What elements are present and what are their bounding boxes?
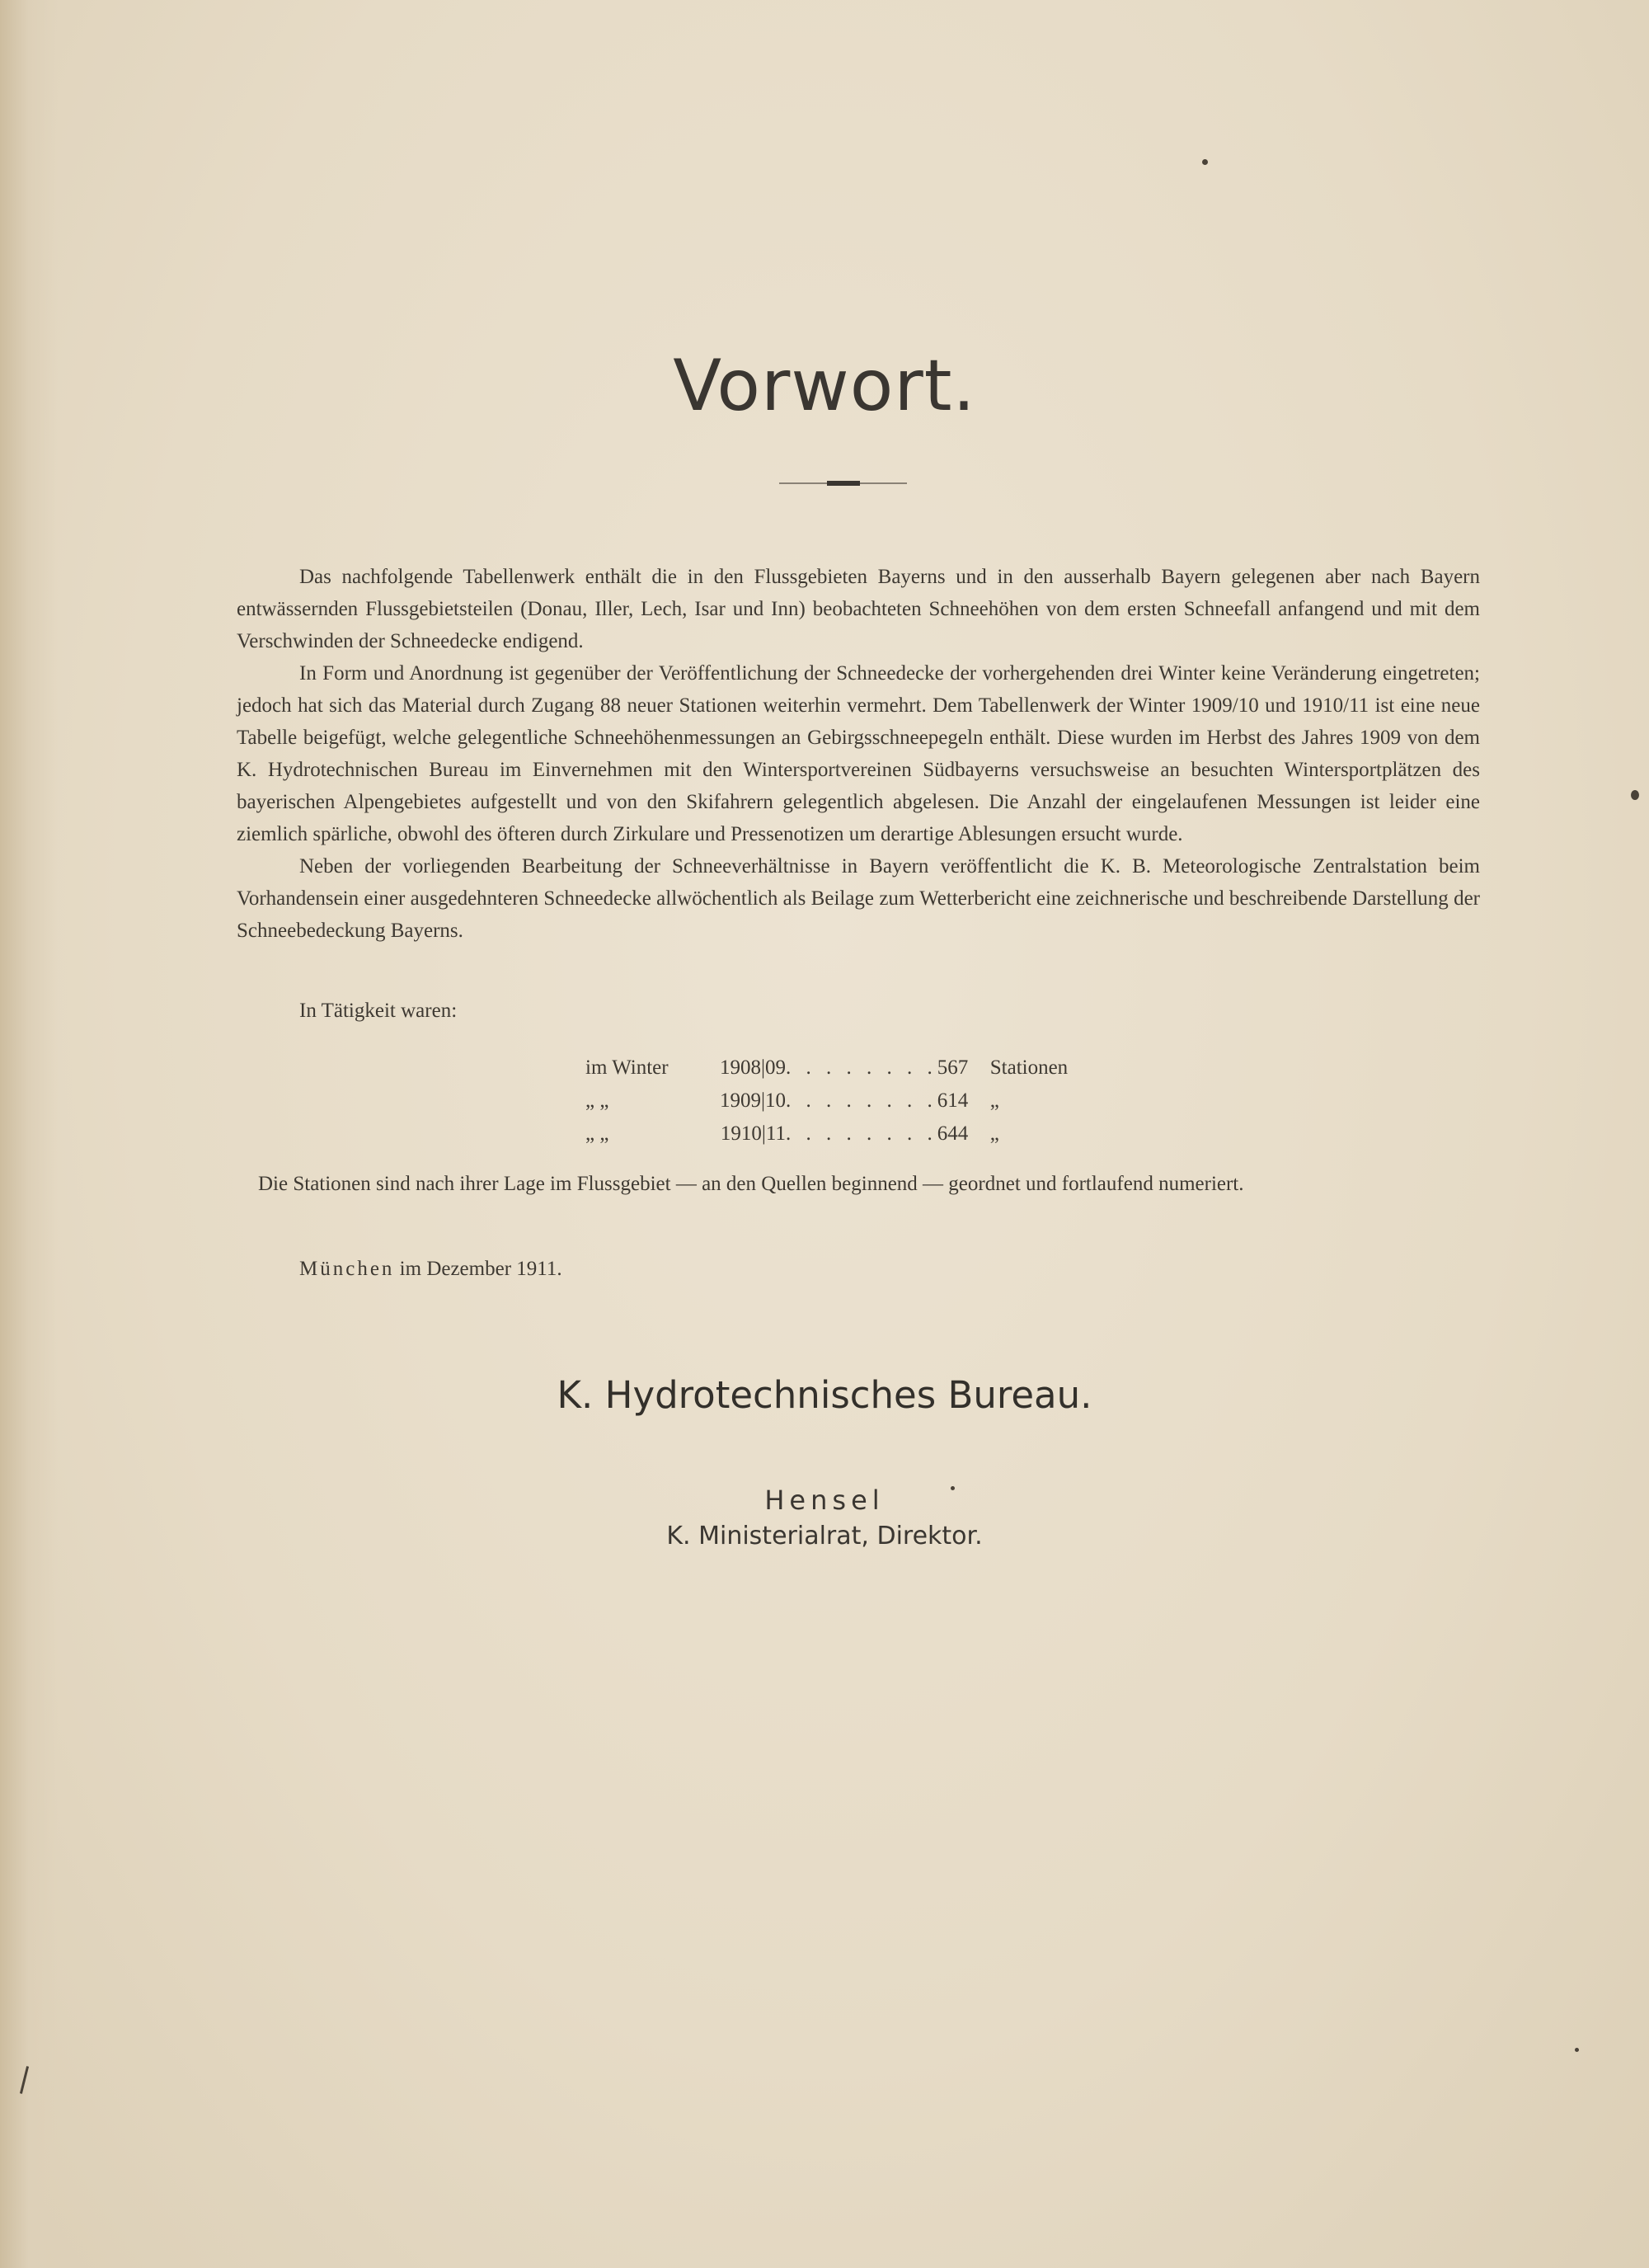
paper-speck [1575, 2048, 1579, 2052]
paragraph-1: Das nachfolgende Tabellenwerk enthält die in den Flussgebieten Bayerns und in den ausserhalb Bayern gelegenen aber nach Bayern entwässernden Flussgebietsteilen (Donau, Iller, Lech, Isar und Inn) beobachteten Schneehöhen von dem ersten Schneefall anfangend und mit dem Verschwinden der Schneedecke endigend. [237, 566, 1480, 652]
title-rule-ornament [827, 481, 860, 486]
row-unit: Stationen [989, 1056, 1069, 1079]
signer-title: K. Ministerialrat, Direktor. [666, 1522, 983, 1550]
stations-row [585, 1085, 1068, 1118]
institution-name: K. Hydrotechnisches Bureau. [557, 1373, 1092, 1417]
row-label: „ „ [585, 1122, 609, 1145]
paper-speck [1202, 159, 1208, 165]
signer-name: Hensel [764, 1485, 885, 1516]
stations-row [585, 1052, 1068, 1085]
row-count: 644 [937, 1122, 969, 1145]
place-date-line [299, 1258, 562, 1281]
row-leader: . . . . . . . . [786, 1089, 937, 1112]
row-label: „ „ [585, 1089, 609, 1112]
row-count: 567 [937, 1056, 969, 1079]
row-unit: „ [989, 1122, 999, 1145]
page-title: Vorwort. [673, 345, 976, 427]
row-year: 1909|10 [719, 1089, 786, 1112]
stations-table [585, 1052, 1068, 1150]
ordering-note: Die Stationen sind nach ihrer Lage im Flussgebiet — an den Quellen beginnend — geordnet und fortlaufend numeriert. [258, 1173, 1244, 1195]
paper-speck [1631, 790, 1639, 800]
preface-body [237, 561, 1480, 947]
paragraph-3: Neben der vorliegenden Bearbeitung der Schneeverhältnisse in Bayern veröffentlicht die K. B. Meteorologische Zentralstation beim Vorhandensein einer ausgedehnteren Schneedecke allwöchentlich als Beilage zum Wetterbericht eine zeichnerische und beschreibende Darstellung der Schneebedeckung Bayerns. [237, 855, 1480, 942]
row-year: 1908|09 [719, 1056, 786, 1079]
row-unit: „ [989, 1089, 999, 1112]
row-year: 1910|11 [720, 1122, 786, 1145]
paper-speck [951, 1486, 955, 1490]
paragraph-2: In Form und Anordnung ist gegenüber der Veröffentlichung der Schneedecke der vorhergehenden drei Winter keine Veränderung eingetreten; jedoch hat sich das Material durch Zugang 88 neuer Stationen weiterhin vermehrt. Dem Tabellenwerk der Winter 1909/10 und 1910/11 ist eine neue Tabelle beigefügt, welche gelegentliche Schneehöhenmessungen an Gebirgsschneepegeln enthält. Diese wurden im Herbst des Jahres 1909 von dem K. Hydrotechnischen Bureau im Einvernehmen mit den Wintersportvereinen Südbayerns versuchsweise an besuchten Wintersportplätzen des bayerischen Alpengebietes aufgestellt und von den Skifahrern gelegentlich abgelesen. Die Anzahl der eingelaufenen Messungen ist leider eine ziemlich spärliche, obwohl des öfteren durch Zirkulare und Pressenotizen um derartige Ablesungen ersucht wurde. [237, 662, 1480, 845]
place-name: München [299, 1258, 395, 1280]
stations-row [585, 1118, 1068, 1150]
row-count: 614 [937, 1089, 969, 1112]
page-binding-edge [0, 0, 58, 2268]
row-leader: . . . . . . . . [786, 1122, 937, 1145]
activity-intro: In Tätigkeit waren: [299, 1000, 458, 1022]
row-leader: . . . . . . . . [786, 1056, 937, 1079]
row-label: im Winter [585, 1056, 669, 1079]
date: im Dezember 1911. [399, 1258, 562, 1280]
